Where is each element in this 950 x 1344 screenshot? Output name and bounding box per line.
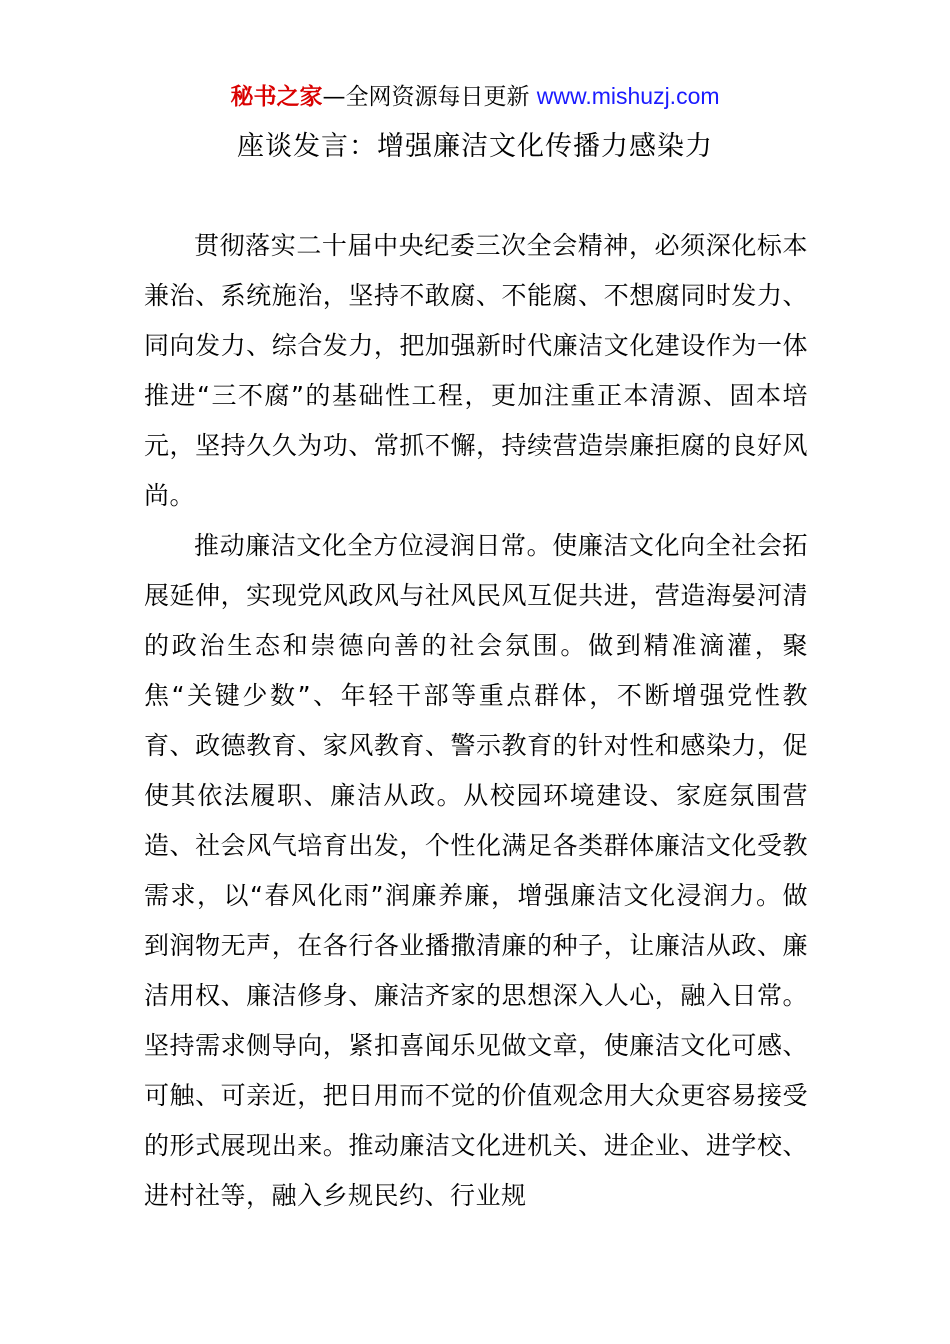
document-body xyxy=(144,221,808,1221)
site-brand: 秘书之家 xyxy=(230,84,323,110)
document-title: 座谈发言：增强廉洁文化传播力感染力 xyxy=(237,131,713,162)
site-url-link[interactable]: www.mishuzj.com xyxy=(536,83,720,109)
site-tagline: —全网资源每日更新 xyxy=(322,84,530,110)
paragraph-2: 推动廉洁文化全方位浸润日常。使廉洁文化向全社会拓展延伸，实现党风政风与社风民风互促共进，营造海晏河清的政治生态和崇德向善的社会氛围。做到精准滴灌，聚焦“关键少数”、年轻干部等重点群体，不断增强党性教育、政德教育、家风教育、警示教育的针对性和感染力，促使其依法履职、廉洁从政。从校园环境建设、家庭氛围营造、社会风气培育出发，个性化满足各类群体廉洁文化受教需求，以“春风化雨”润廉养廉，增强廉洁文化浸润力。做到润物无声，在各行各业播撒清廉的种子，让廉洁从政、廉洁用权、廉洁修身、廉洁齐家的思想深入人心，融入日常。坚持需求侧导向，紧扣喜闻乐见做文章，使廉洁文化可感、可触、可亲近，把日用而不觉的价值观念用大众更容易接受的形式展现出来。推动廉洁文化进机关、进企业、进学校、进村社等，融入乡规民约、行业规 xyxy=(144,531,808,1210)
site-header xyxy=(0,80,950,113)
paragraph-1: 贯彻落实二十届中央纪委三次全会精神，必须深化标本兼治、系统施治，坚持不敢腐、不能腐、不想腐同时发力、同向发力、综合发力，把加强新时代廉洁文化建设作为一体推进“三不腐”的基础性工程，更加注重正本清源、固本培元，坚持久久为功、常抓不懈，持续营造崇廉拒腐的良好风尚。 xyxy=(144,231,808,510)
